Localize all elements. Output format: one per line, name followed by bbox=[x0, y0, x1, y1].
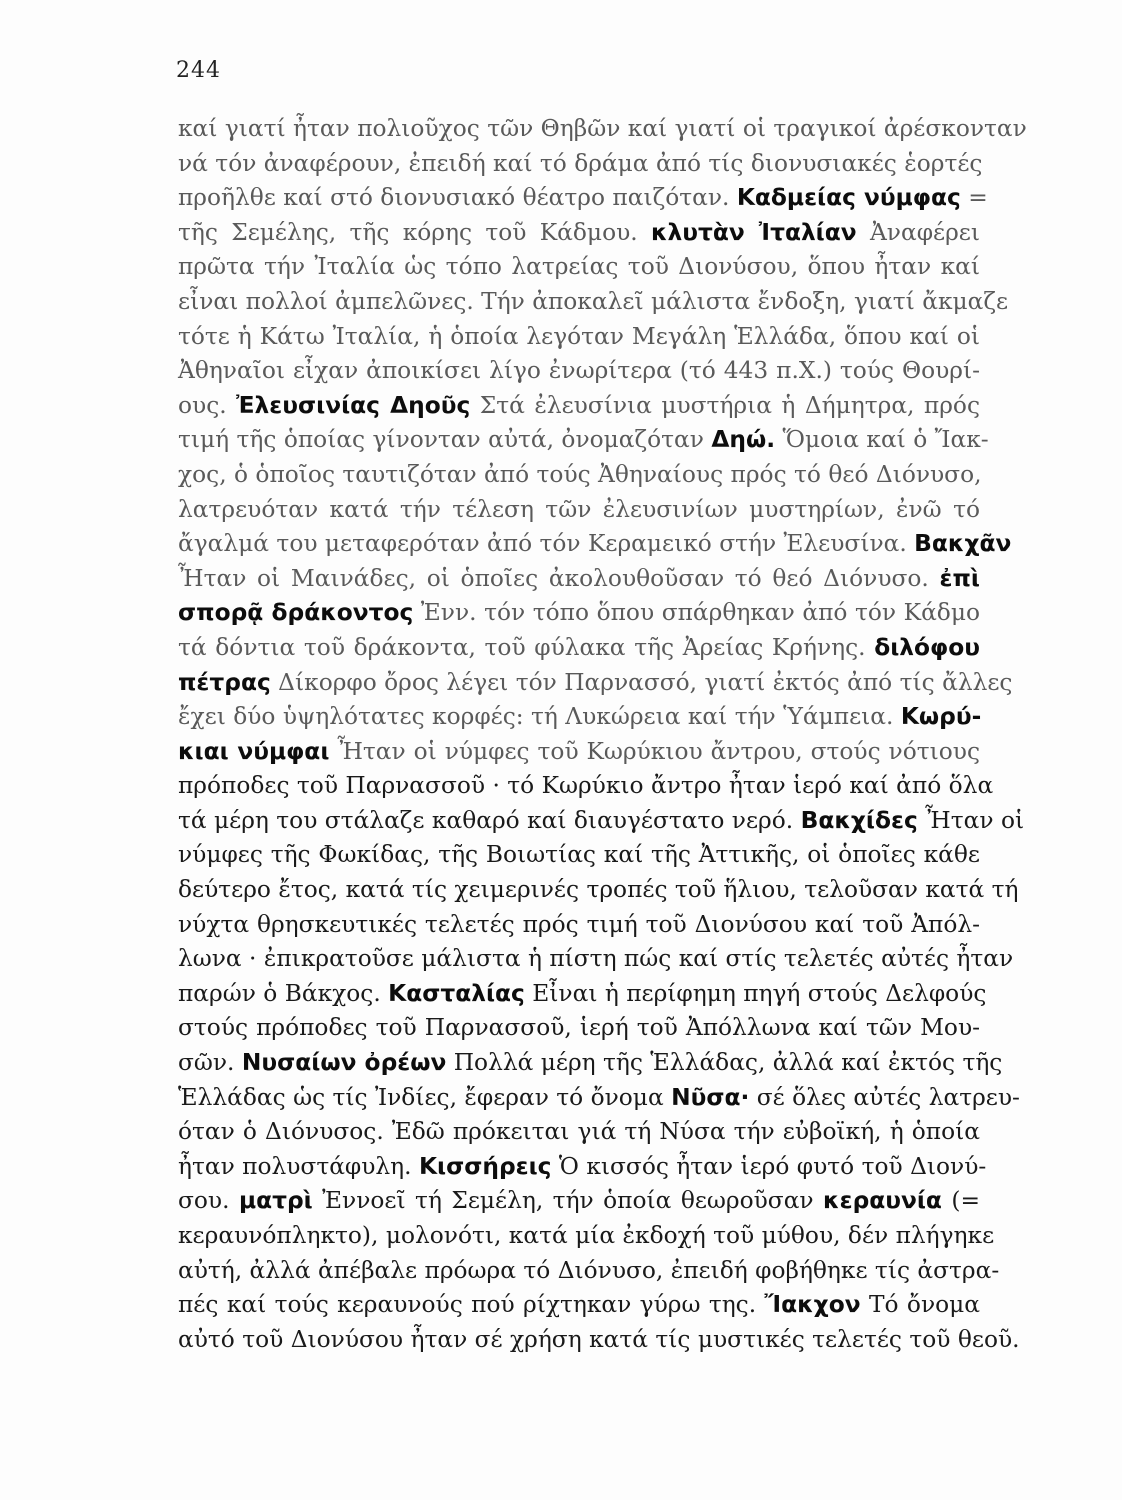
headword: Κασταλίας bbox=[388, 979, 525, 1007]
headword: κεραυνία bbox=[823, 1187, 942, 1215]
text-run: Ἐνν. τόν τόπο ὅπου σπάρθηκαν ἀπό τόν Κάδμο bbox=[413, 599, 980, 627]
text-line bbox=[178, 908, 980, 943]
text-line bbox=[178, 596, 980, 631]
text-run: ἔχει δύο ὑψηλότατες κορφές: τή Λυκώρεια καί τήν Ὑάμπεια. bbox=[178, 703, 901, 731]
text-line bbox=[178, 423, 989, 458]
text-run: σέ ὅλες αὐτές λατρευ- bbox=[749, 1083, 1020, 1111]
text-run: Δίκορφο ὄρος λέγει τόν Παρνασσό, γιατί ἐκτός ἀπό τίς ἄλλες bbox=[270, 668, 1013, 696]
headword: Δηώ. bbox=[711, 426, 776, 454]
headword: Κωρύ- bbox=[900, 703, 982, 731]
headword: Βακχᾶν bbox=[914, 530, 1012, 558]
text-run: παρών ὁ Βάκχος. bbox=[178, 979, 389, 1007]
text-line bbox=[178, 1254, 1000, 1289]
headword: κιαι νύμφαι bbox=[178, 737, 330, 765]
text-run: Ἦταν οἱ bbox=[917, 806, 1025, 834]
text-line bbox=[178, 769, 994, 804]
text-line bbox=[178, 942, 1014, 977]
commentary-text bbox=[178, 112, 1027, 1357]
text-run: τότε ἡ Κάτω Ἰταλία, ἡ ὁποία λεγόταν Μεγάλη Ἑλλάδα, ὅπου καί οἱ bbox=[178, 322, 980, 350]
text-line bbox=[178, 216, 980, 251]
text-run: Τό ὄνομα bbox=[860, 1291, 981, 1319]
text-line bbox=[178, 562, 980, 597]
text-run: Εἶναι ἡ περίφημη πηγή στούς Δελφούς bbox=[524, 979, 987, 1007]
text-line bbox=[178, 1046, 1003, 1081]
headword: ἐπὶ bbox=[939, 564, 980, 592]
text-run: ἄγαλμά του μεταφερόταν ἀπό τόν Κεραμεικό στήν Ἐλευσίνα. bbox=[178, 530, 915, 558]
text-run: τῆς Σεμέλης, τῆς κόρης τοῦ Κάδμου. bbox=[178, 218, 651, 246]
text-run: Ἑλλάδας ὡς τίς Ἰνδίες, ἔφεραν τό ὄνομα bbox=[178, 1083, 672, 1111]
text-run: καί γιατί ἦταν πολιοῦχος τῶν Θηβῶν καί γιατί οἱ τραγικοί ἀρέσκονταν bbox=[178, 115, 1027, 142]
text-run: Ἐννοεῖ τή Σεμέλη, τήν ὁποία θεωροῦσαν bbox=[312, 1187, 824, 1215]
text-line bbox=[178, 977, 987, 1012]
headword: Ἴακχον bbox=[764, 1291, 861, 1319]
text-run: πρόποδες τοῦ Παρνασσοῦ · τό Κωρύκιο ἄντρο ἦταν ἱερό καί ἀπό ὅλα bbox=[178, 772, 994, 800]
text-run: νύμφες τῆς Φωκίδας, τῆς Βοιωτίας καί τῆς Ἀττικῆς, οἱ ὁποῖες κάθε bbox=[178, 841, 980, 869]
text-run: ἦταν πολυστάφυλη. bbox=[178, 1152, 419, 1180]
text-run: χος, ὁ ὁποῖος ταυτιζόταν ἀπό τούς Ἀθηναίους πρός τό θεό Διόνυσο, bbox=[178, 460, 982, 488]
text-line bbox=[178, 735, 980, 770]
text-run: νύχτα θρησκευτικές τελετές πρός τιμή τοῦ Διονύσου καί τοῦ Ἀπόλ- bbox=[178, 910, 980, 938]
text-run: Ἀθηναῖοι εἶχαν ἀποικίσει λίγο ἐνωρίτερα (τό 443 π.Χ.) τούς Θουρί- bbox=[178, 357, 980, 385]
text-line bbox=[178, 389, 980, 424]
text-run: στούς πρόποδες τοῦ Παρνασσοῦ, ἱερή τοῦ Ἀπόλλωνα καί τῶν Μου- bbox=[178, 1014, 980, 1042]
text-line bbox=[178, 1184, 980, 1219]
text-run: αὐτό τοῦ Διονύσου ἦταν σέ χρήση κατά τίς μυστικές τελετές τοῦ θεοῦ. bbox=[178, 1325, 1020, 1353]
text-run: πές καί τούς κεραυνούς πού ρίχτηκαν γύρω της. bbox=[178, 1291, 765, 1319]
text-line bbox=[178, 147, 983, 182]
text-line bbox=[178, 1288, 980, 1323]
text-run: σου. bbox=[178, 1187, 239, 1215]
text-run: λωνα · ἐπικρατοῦσε μάλιστα ἡ πίστη πώς καί στίς τελετές αὐτές ἦταν bbox=[178, 945, 1014, 973]
text-run: = bbox=[960, 184, 988, 212]
headword: Καδμείας νύμφας bbox=[736, 184, 961, 212]
text-run: Στά ἐλευσίνια μυστήρια ἡ Δήμητρα, πρός bbox=[470, 391, 980, 419]
text-run: Ἦταν οἱ νύμφες τοῦ Κωρύκιου ἄντρου, στούς νότιους bbox=[329, 737, 981, 765]
text-line bbox=[178, 320, 980, 355]
text-line bbox=[178, 493, 980, 528]
text-line bbox=[178, 1115, 980, 1150]
text-line bbox=[178, 285, 1009, 320]
text-run: Ἀναφέρει bbox=[856, 218, 980, 246]
text-line bbox=[178, 1081, 1020, 1116]
text-run: νά τόν ἀναφέρουν, ἐπειδή καί τό δράμα ἀπό τίς διονυσιακές ἑορτές bbox=[178, 149, 983, 177]
headword: Βακχίδες bbox=[800, 806, 918, 834]
text-run: τά μέρη του στάλαζε καθαρό καί διαυγέστατο νερό. bbox=[178, 806, 801, 834]
text-run: τιμή τῆς ὁποίας γίνονταν αὐτά, ὀνομαζόταν bbox=[178, 426, 712, 454]
headword: διλόφου bbox=[874, 633, 980, 661]
text-run: εἶναι πολλοί ἀμπελῶνες. Τήν ἀποκαλεῖ μάλιστα ἔνδοξη, γιατί ἄκμαζε bbox=[178, 287, 1009, 315]
text-line bbox=[178, 838, 980, 873]
page-number: 244 bbox=[176, 58, 221, 83]
text-run: Ἦταν οἱ Μαινάδες, οἱ ὁποῖες ἀκολουθοῦσαν τό θεό Διόνυσο. bbox=[178, 564, 940, 592]
text-run: δεύτερο ἔτος, κατά τίς χειμερινές τροπές τοῦ ἥλιου, τελοῦσαν κατά τή bbox=[178, 876, 1019, 904]
text-line bbox=[178, 1219, 995, 1254]
text-line bbox=[178, 1323, 1020, 1358]
text-run: Ὅμοια καί ὁ Ἴακ- bbox=[775, 426, 989, 454]
text-run: ους. bbox=[178, 391, 237, 419]
text-line bbox=[178, 1011, 980, 1046]
text-line bbox=[178, 458, 980, 493]
text-line bbox=[178, 354, 980, 389]
text-line bbox=[178, 250, 980, 285]
text-line bbox=[178, 873, 1019, 908]
text-run: αὐτή, ἀλλά ἀπέβαλε πρόωρα τό Διόνυσο, ἐπειδή φοβήθηκε τίς ἀστρα- bbox=[178, 1256, 1000, 1284]
text-run: Πολλά μέρη τῆς Ἑλλάδας, ἀλλά καί ἐκτός τῆς bbox=[446, 1049, 1003, 1077]
headword: Νῦσα· bbox=[671, 1083, 750, 1111]
text-run: (= bbox=[941, 1187, 980, 1215]
text-line bbox=[178, 112, 1027, 147]
text-run: σῶν. bbox=[178, 1049, 242, 1077]
text-run: Ὁ κισσός ἦταν ἱερό φυτό τοῦ Διονύ- bbox=[551, 1152, 987, 1180]
text-line bbox=[178, 700, 980, 735]
text-run: τά δόντια τοῦ δράκοντα, τοῦ φύλακα τῆς Ἀρείας Κρήνης. bbox=[178, 633, 875, 661]
text-line bbox=[178, 666, 1013, 701]
headword: ματρὶ bbox=[238, 1187, 313, 1215]
text-run: πρῶτα τήν Ἰταλία ὡς τόπο λατρείας τοῦ Διονύσου, ὅπου ἦταν καί bbox=[178, 253, 980, 281]
headword: κλυτὰν Ἰταλίαν bbox=[651, 218, 857, 246]
text-run: όταν ὁ Διόνυσος. Ἐδῶ πρόκειται γιά τή Νύσα τήν εὐβοϊκή, ἡ ὁποία bbox=[178, 1118, 980, 1146]
text-line bbox=[178, 1150, 987, 1185]
text-run: προῆλθε καί στό διονυσιακό θέατρο παιζόταν. bbox=[178, 184, 737, 212]
text-line bbox=[178, 181, 988, 216]
text-line bbox=[178, 527, 1012, 562]
headword: Νυσαίων ὀρέων bbox=[241, 1049, 447, 1077]
headword: σπορᾷ δράκοντος bbox=[178, 599, 414, 627]
headword: πέτρας bbox=[178, 668, 271, 696]
text-run: κεραυνόπληκτο), μολονότι, κατά μία ἐκδοχή τοῦ μύθου, δέν πλήγηκε bbox=[178, 1222, 995, 1249]
headword: Ἐλευσινίας Δηοῦς bbox=[236, 391, 471, 419]
headword: Κισσήρεις bbox=[418, 1152, 552, 1180]
text-line bbox=[178, 631, 980, 666]
text-line bbox=[178, 804, 1025, 839]
text-run: λατρευόταν κατά τήν τέλεση τῶν ἐλευσινίων μυστηρίων, ἐνῶ τό bbox=[178, 495, 980, 523]
